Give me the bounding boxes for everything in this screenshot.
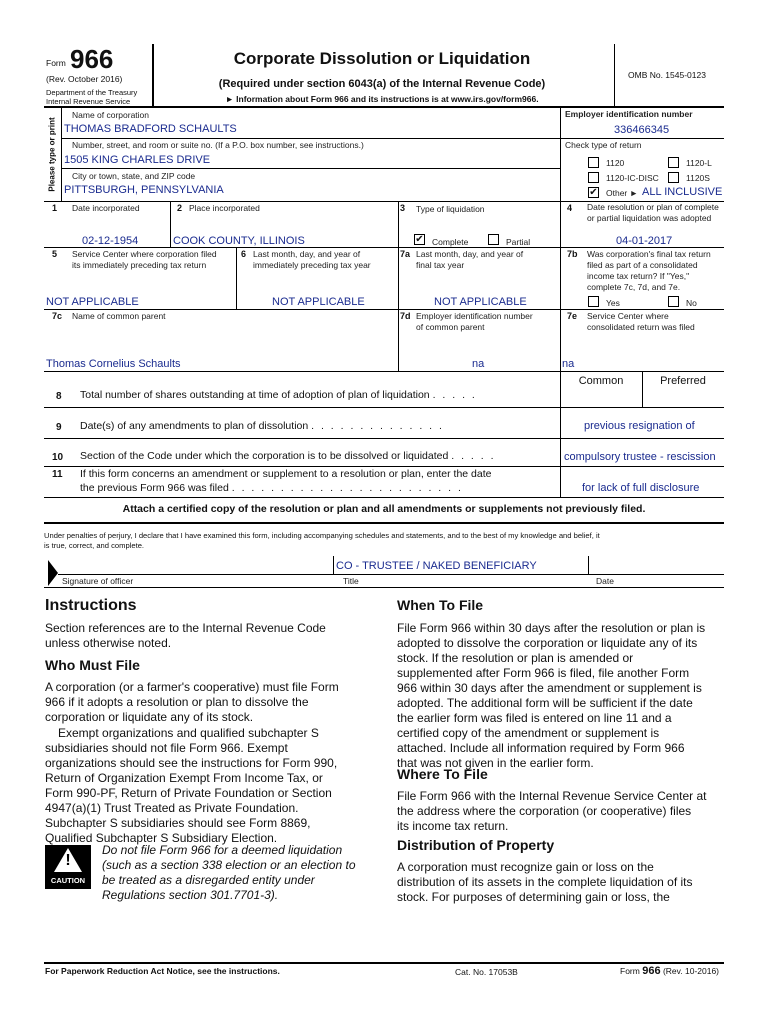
line-7e-label: Service Center where [587,311,669,321]
who-must-file-paragraph-1: A corporation (or a farmer's cooperative) must file Form 966 if it adopts a resolution or plan to dissolve the corporation or liquidate any of its stock. [45,680,339,724]
return-type-label: Check type of return [565,140,642,150]
corporation-name-field[interactable]: THOMAS BRADFORD SCHAULTS [64,123,237,135]
place-incorporated-field[interactable]: COOK COUNTY, ILLINOIS [173,235,305,247]
line-9-number: 9 [56,422,62,433]
line-3-label: Type of liquidation [416,204,485,214]
line-5-label: Service Center where corporation filed [72,249,217,259]
common-shares-field[interactable] [560,390,642,407]
line-4-label: Date resolution or plan of complete [587,202,719,212]
final-tax-year-field[interactable]: NOT APPLICABLE [434,296,527,308]
line-7b-label: Was corporation's final tax return [587,249,711,259]
line-3-number: 3 [400,203,406,213]
checkbox-partial[interactable] [488,234,499,245]
line-10-number: 10 [52,452,64,463]
line-4-label-2: or partial liquidation was adopted [587,213,712,223]
checkbox-1120-ic-disc[interactable] [588,172,599,183]
previous-filing-date-field[interactable]: for lack of full disclosure [582,482,700,494]
omb-number: OMB No. 1545-0123 [628,70,706,80]
no-label: No [686,298,697,308]
sign-here-arrow-icon [48,560,58,586]
yes-label: Yes [606,298,620,308]
city-field[interactable]: PITTSBURGH, PENNSYLVANIA [64,184,224,196]
line-11-label-2: the previous Form 966 was filed . . . . . . . . . . . . . . . . . . . . . . . . [80,482,463,494]
name-label: Name of corporation [72,110,150,120]
when-to-file-paragraph: File Form 966 within 30 days after the resolution or plan is adopted to dissolve the corporation or liquidate any of its stock. If the resolution or plan is amended or supplemented after Form 966 is filed, file another Form 966 within 30 days after the amendment or supplement is adopted. The additional form will be sufficient if the date the earlier form was filed is entered on line 11 and a certified copy of the amendment or supplement is attached. Include all information required by Form 966 that was not given in the earlier form. [397,621,706,770]
service-center-field[interactable]: NOT APPLICABLE [46,296,139,308]
line-10-label: Section of the Code under which the corporation is to be dissolved or liquidated . . . . . [80,450,496,462]
line-7a-number: 7a [400,249,411,259]
checkbox-complete[interactable] [414,234,425,245]
perjury-statement: Under penalties of perjury, I declare that I have examined this form, including accompanying schedules and statements, and to the best of my knowledge and belief, it [44,531,600,540]
line-2-number: 2 [177,203,183,213]
perjury-statement-2: is true, correct, and complete. [44,541,145,550]
paperwork-notice: For Paperwork Reduction Act Notice, see the instructions. [45,966,280,976]
line-6-label-2: immediately preceding tax year [253,260,371,270]
line-7e-label-2: consolidated return was filed [587,322,695,332]
where-to-file-heading: Where To File [397,766,488,782]
who-must-file-heading: Who Must File [45,657,140,673]
line-7d-number: 7d [400,311,411,321]
agency: Internal Revenue Service [46,97,131,106]
caution-icon: ! CAUTION [45,845,91,889]
checkbox-1120-l[interactable] [668,157,679,168]
please-type-or-print-label: Please type or print [47,117,57,192]
form-title: Corporate Dissolution or Liquidation [233,49,531,68]
preceding-tax-year-field[interactable]: NOT APPLICABLE [272,296,365,308]
signature-field[interactable] [62,558,332,574]
line-7e-number: 7e [567,311,578,321]
return-type-other-field[interactable]: ALL INCLUSIVE [642,186,723,198]
line-7b-label-3: income tax return? If "Yes," [587,271,690,281]
line-8-number: 8 [56,391,62,402]
line-1-number: 1 [52,203,58,213]
line-5-label-2: its immediately preceding tax return [72,260,207,270]
code-section-field[interactable]: compulsory trustee - rescission [564,451,716,463]
line-11-number: 11 [52,469,63,480]
line-7a-label-2: final tax year [416,260,465,270]
line-7d-label-2: of common parent [416,322,485,332]
officer-title-field[interactable]: CO - TRUSTEE / NAKED BENEFICIARY [336,560,537,572]
preferred-shares-field[interactable] [642,390,724,407]
return-type-1120-ic-disc: 1120-IC-DISC [606,173,659,183]
date-label: Date [596,576,614,586]
distribution-heading: Distribution of Property [397,837,555,853]
line-6-label: Last month, day, and year of [253,249,361,259]
date-field[interactable] [592,558,724,574]
line-2-label: Place incorporated [189,203,260,213]
line-7c-number: 7c [52,311,63,321]
preferred-column-header: Preferred [660,375,706,387]
return-type-1120s: 1120S [686,173,710,183]
department: Department of the Treasury [46,88,138,97]
checkbox-7b-no[interactable] [668,296,679,307]
return-type-1120-l: 1120-L [686,158,712,168]
street-label: Number, street, and room or suite no. (If a P.O. box number, see instructions.) [72,140,364,150]
partial-label: Partial [506,237,531,247]
line-4-number: 4 [567,203,573,213]
complete-label: Complete [432,237,469,247]
instructions-heading: Instructions [45,597,137,614]
checkbox-7b-yes[interactable] [588,296,599,307]
line-7b-label-2: filed as part of a consolidated [587,260,698,270]
line-6-number: 6 [241,249,247,259]
who-must-file-paragraph-2: Exempt organizations and qualified subchapter S subsidiaries should not file Form 966. Exempt organizations should see the instructions for Form 990, Return of Organization Exempt From Income Tax, or Form 990-PF, Return of Private Foundation or Section 4947(a)(1) Trust Treated as Private Foundation. Subchapter S subsidiaries should see Form 8869, Qualified Subchapter S Subsidiary Election. [45,726,338,845]
instructions-intro: Section references are to the Internal Revenue Code unless otherwise noted. [45,621,326,650]
check-icon: ✔ [589,187,598,198]
checkbox-1120s[interactable] [668,172,679,183]
common-column-header: Common [578,375,624,387]
form-revision: (Rev. October 2016) [46,74,123,84]
checkbox-1120[interactable] [588,157,599,168]
line-1-label: Date incorporated [72,203,140,213]
line-8-label: Total number of shares outstanding at time of adoption of plan of liquidation . . . . . [80,389,477,401]
form-subtitle: (Required under section 6043(a) of the Internal Revenue Code) [218,78,546,90]
form-label: Form [46,58,66,68]
check-icon: ✔ [415,234,424,245]
line-7a-label: Last month, day, and year of [416,249,524,259]
line-7c-label: Name of common parent [72,311,166,321]
common-parent-field[interactable]: Thomas Cornelius Schaults [46,358,181,370]
line-7b-label-4: complete 7c, 7d, and 7e. [587,282,681,292]
city-label: City or town, state, and ZIP code [72,171,196,181]
parent-ein-field[interactable]: na [472,358,485,370]
attachment-notice: Attach a certified copy of the resolution or plan and all amendments or supplements not previously filed. [122,503,646,515]
amendment-dates-field[interactable]: previous resignation of [584,420,695,432]
footer-form-reference: Form 966 (Rev. 10-2016) [620,965,720,977]
line-5-number: 5 [52,249,58,259]
distribution-paragraph: A corporation must recognize gain or loss on the distribution of its assets in the complete liquidation of its stock. For purposes of determining gain or loss, the [397,860,693,904]
checkbox-other[interactable] [588,187,599,198]
ein-label: Employer identification number [565,109,693,119]
ein-field[interactable]: 336466345 [614,124,670,136]
title-label: Title [343,576,359,586]
line-7d-label: Employer identification number [416,311,533,321]
where-to-file-paragraph: File Form 966 with the Internal Revenue Service Center at the address where the corporation (or cooperative) files its income tax return. [397,789,707,833]
return-type-other-label: Other ► [606,188,639,198]
return-type-1120: 1120 [606,158,625,168]
form-info-link: ► Information about Form 966 and its instructions is at www.irs.gov/form966. [225,94,539,104]
catalog-number: Cat. No. 17053B [455,967,518,977]
line-7b-number: 7b [567,249,578,259]
street-field[interactable]: 1505 KING CHARLES DRIVE [64,154,211,166]
date-incorporated-field[interactable]: 02-12-1954 [82,235,139,247]
form-number: 966 [70,44,114,74]
consolidated-service-center-field[interactable]: na [562,358,575,370]
line-11-label: If this form concerns an amendment or supplement to a resolution or plan, enter the date [80,468,492,480]
signature-label: Signature of officer [62,576,134,586]
line-9-label: Date(s) of any amendments to plan of dissolution . . . . . . . . . . . . . . [80,420,444,432]
caution-text: Do not file Form 966 for a deemed liquidation (such as a section 338 election or an election to be treated as a disregarded entity under Regulations section 301.7701-3). [102,843,356,902]
resolution-date-field[interactable]: 04-01-2017 [616,235,673,247]
when-to-file-heading: When To File [397,597,484,613]
